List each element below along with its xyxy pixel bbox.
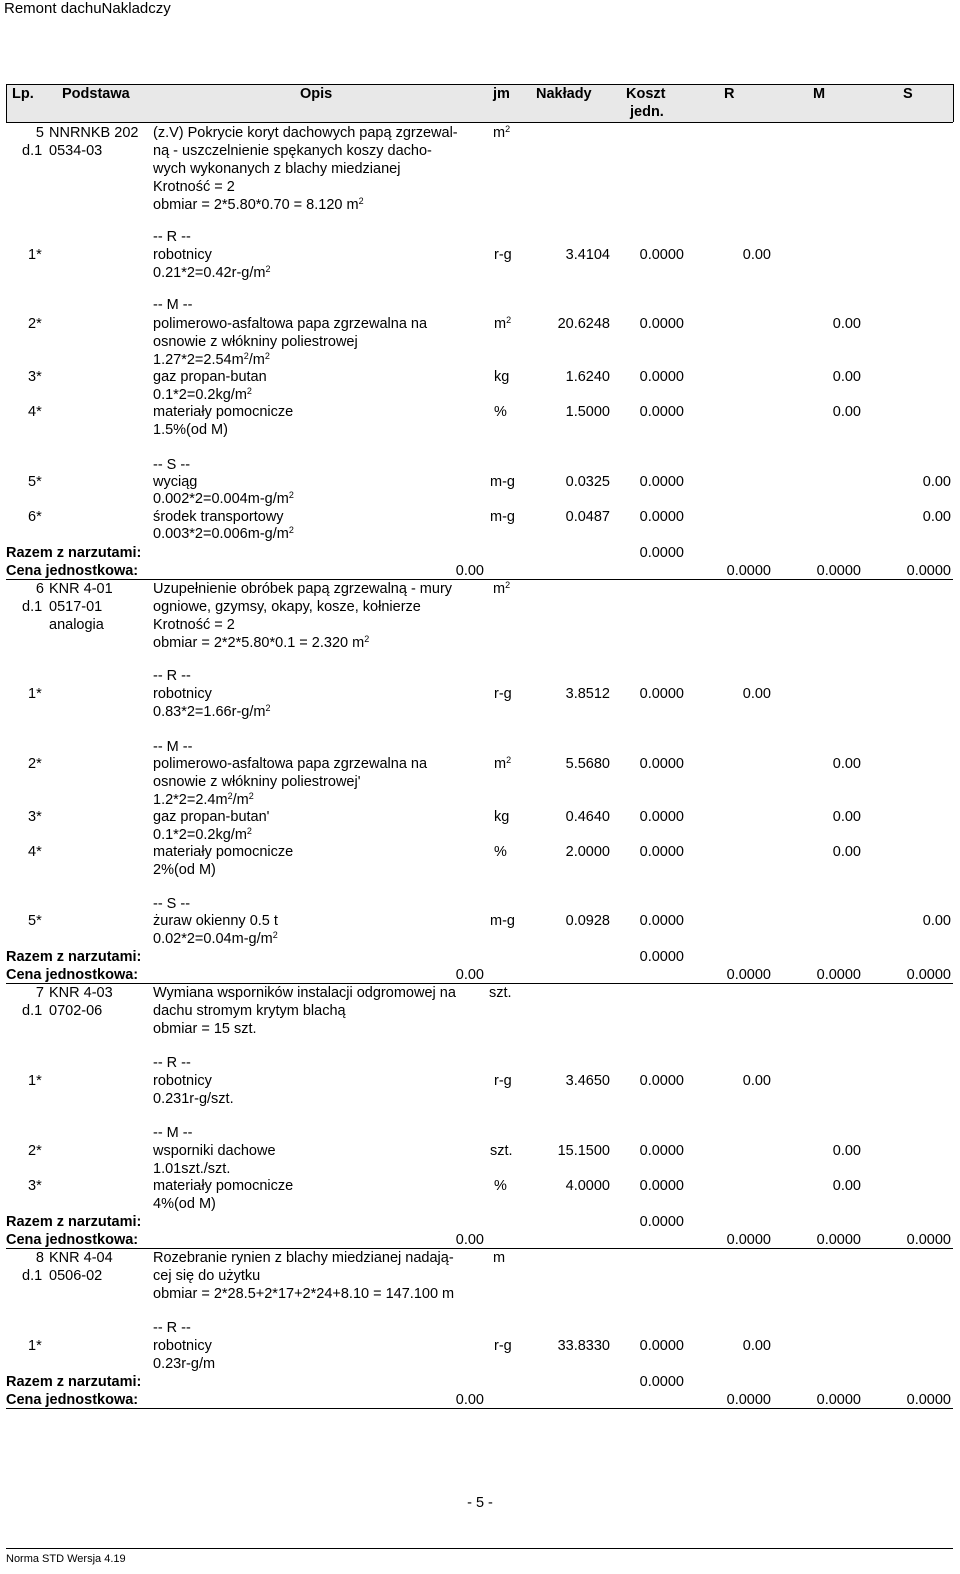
row-name: robotnicy	[153, 686, 212, 702]
position-sub: d.1	[22, 1268, 43, 1284]
row-unit: $m^2$	[494, 755, 512, 772]
row-unit: r-g	[494, 686, 512, 702]
row-number: 5*	[28, 474, 42, 490]
row-name: wsporniki dachowe	[153, 1143, 276, 1159]
col-naklady: Nakłady	[536, 86, 592, 102]
position-description: (z.V) Pokrycie koryt dachowych papą zgrzewal-	[153, 125, 458, 141]
cena-label: Cena jednostkowa:	[6, 563, 139, 579]
cena-total: 0.00	[455, 1392, 484, 1408]
row-norm: $0.83*2=1.66r-g/m^2$	[153, 703, 271, 720]
row-number: 3*	[28, 809, 42, 825]
row-number: 6*	[28, 509, 42, 525]
col-opis: Opis	[300, 86, 333, 102]
row-number: 1*	[28, 1338, 42, 1354]
position-number: 7	[35, 985, 44, 1001]
row-name: robotnicy	[153, 247, 212, 263]
position-description: cej się do użytku	[153, 1268, 261, 1284]
row-number: 2*	[28, 1143, 42, 1159]
document-title: Remont dachuNakladczy	[4, 0, 171, 17]
row-value-r: 0.00	[742, 1073, 771, 1089]
row-name: materiały pomocnicze	[153, 404, 294, 420]
row-unit: m-g	[490, 913, 515, 929]
row-name: wyciąg	[153, 474, 198, 490]
position-description: dachu stromym krytym blachą	[153, 1003, 346, 1019]
group-label: -- M --	[153, 1125, 193, 1141]
row-naklady: 0.0325	[565, 474, 610, 490]
row-norm: $1.2*2=2.4m^2/m^2$	[153, 791, 254, 808]
row-norm: 2%(od M)	[153, 862, 216, 878]
row-naklady: 33.8330	[557, 1338, 610, 1354]
position-sub: d.1	[22, 143, 43, 159]
position-obmiar: obmiar = 2*28.5+2*17+2*24+8.10 = 147.100 m	[153, 1286, 455, 1302]
row-koszt: 0.0000	[639, 1338, 684, 1354]
row-value-s: 0.00	[922, 509, 951, 525]
footer-rule	[6, 1548, 953, 1549]
position-basis: 0702-06	[49, 1003, 103, 1019]
row-unit: %	[494, 1178, 507, 1194]
header-divider	[6, 84, 7, 122]
row-name: gaz propan-butan	[153, 369, 267, 385]
group-label: -- R --	[153, 229, 191, 245]
row-koszt: 0.0000	[639, 1143, 684, 1159]
row-unit: kg	[494, 369, 510, 385]
row-naklady: 3.4104	[565, 247, 610, 263]
position-basis: KNR 4-03	[49, 985, 113, 1001]
row-name: osnowie z włókniny poliestrowej'	[153, 774, 361, 790]
razem-value: 0.0000	[639, 545, 684, 561]
row-value-m: 0.00	[832, 1178, 861, 1194]
row-number: 3*	[28, 369, 42, 385]
row-name: środek transportowy	[153, 509, 284, 525]
position-number: 5	[35, 125, 44, 141]
row-number: 3*	[28, 1178, 42, 1194]
group-label: -- S --	[153, 457, 191, 473]
cena-r: 0.0000	[726, 563, 771, 579]
row-naklady: 4.0000	[565, 1178, 610, 1194]
col-koszt: Koszt	[626, 86, 666, 102]
position-unit: $m^2$	[493, 124, 511, 141]
cena-s: 0.0000	[906, 563, 951, 579]
row-norm: $0.21*2=0.42r-g/m^2$	[153, 264, 271, 281]
row-naklady: 1.5000	[565, 404, 610, 420]
header-bottom-rule	[6, 122, 953, 123]
row-value-m: 0.00	[832, 369, 861, 385]
row-value-m: 0.00	[832, 316, 861, 332]
row-norm: $1.27*2=2.54m^2/m^2$	[153, 351, 270, 368]
row-norm: 0.231r-g/szt.	[153, 1091, 234, 1107]
row-unit: m-g	[490, 509, 515, 525]
cena-r: 0.0000	[726, 967, 771, 983]
row-koszt: 0.0000	[639, 913, 684, 929]
col-s: S	[903, 86, 913, 102]
row-number: 5*	[28, 913, 42, 929]
header-top-rule	[6, 84, 953, 85]
row-unit: %	[494, 404, 507, 420]
position-obmiar: obmiar = 15 szt.	[153, 1021, 257, 1037]
row-naklady: 0.0928	[565, 913, 610, 929]
row-value-s: 0.00	[922, 913, 951, 929]
position-separator	[6, 1408, 953, 1409]
row-naklady: 5.5680	[565, 756, 610, 772]
row-unit: r-g	[494, 1338, 512, 1354]
cena-s: 0.0000	[906, 1232, 951, 1248]
position-unit: szt.	[489, 985, 512, 1001]
row-value-r: 0.00	[742, 1338, 771, 1354]
row-number: 1*	[28, 1073, 42, 1089]
cena-total: 0.00	[455, 1232, 484, 1248]
position-obmiar: obmiar = 2*2*5.80*0.1 = 2.320 $m^2$	[153, 634, 370, 651]
row-name: polimerowo-asfaltowa papa zgrzewalna na	[153, 756, 428, 772]
cena-r: 0.0000	[726, 1392, 771, 1408]
position-basis: KNR 4-04	[49, 1250, 113, 1266]
row-number: 1*	[28, 247, 42, 263]
position-description: Uzupełnienie obróbek papą zgrzewalną - mury	[153, 581, 453, 597]
position-number: 6	[35, 581, 44, 597]
row-koszt: 0.0000	[639, 509, 684, 525]
table-header	[6, 84, 953, 122]
cena-m: 0.0000	[816, 967, 861, 983]
position-number: 8	[35, 1250, 44, 1266]
row-koszt: 0.0000	[639, 1073, 684, 1089]
row-koszt: 0.0000	[639, 404, 684, 420]
row-name: gaz propan-butan'	[153, 809, 270, 825]
row-unit: m-g	[490, 474, 515, 490]
row-value-m: 0.00	[832, 844, 861, 860]
row-naklady: 1.6240	[565, 369, 610, 385]
razem-value: 0.0000	[639, 1374, 684, 1390]
position-description: wych wykonanych z blachy miedzianej	[153, 161, 401, 177]
row-norm: 1.5%(od M)	[153, 422, 228, 438]
col-jm: jm	[493, 86, 510, 102]
row-norm: $0.02*2=0.04m-g/m^2$	[153, 930, 278, 947]
position-basis: 0506-02	[49, 1268, 103, 1284]
cena-m: 0.0000	[816, 1392, 861, 1408]
row-value-r: 0.00	[742, 686, 771, 702]
row-value-r: 0.00	[742, 247, 771, 263]
row-norm: $0.002*2=0.004m-g/m^2$	[153, 490, 294, 507]
row-unit: r-g	[494, 247, 512, 263]
group-label: -- M --	[153, 297, 193, 313]
row-value-m: 0.00	[832, 1143, 861, 1159]
row-name: osnowie z włókniny poliestrowej	[153, 334, 358, 350]
row-value-m: 0.00	[832, 756, 861, 772]
row-unit: $m^2$	[494, 315, 512, 332]
row-naklady: 3.4650	[565, 1073, 610, 1089]
row-norm: $0.1*2=0.2kg/m^2$	[153, 826, 252, 843]
position-description: Krotność = 2	[153, 179, 235, 195]
razem-label: Razem z narzutami:	[6, 1214, 142, 1230]
row-koszt: 0.0000	[639, 686, 684, 702]
razem-value: 0.0000	[639, 1214, 684, 1230]
razem-value: 0.0000	[639, 949, 684, 965]
software-version: Norma STD Wersja 4.19	[6, 1553, 126, 1565]
col-koszt-sub: jedn.	[630, 104, 664, 120]
cena-m: 0.0000	[816, 563, 861, 579]
cena-total: 0.00	[455, 967, 484, 983]
row-koszt: 0.0000	[639, 247, 684, 263]
row-koszt: 0.0000	[639, 1178, 684, 1194]
position-basis: analogia	[49, 617, 104, 633]
row-norm: $0.1*2=0.2kg/m^2$	[153, 386, 252, 403]
cena-m: 0.0000	[816, 1232, 861, 1248]
position-separator	[6, 983, 953, 984]
position-description: Rozebranie rynien z blachy miedzianej nadają-	[153, 1250, 454, 1266]
row-naklady: 0.4640	[565, 809, 610, 825]
col-lp: Lp.	[12, 86, 34, 102]
position-separator	[6, 579, 953, 580]
row-norm: 4%(od M)	[153, 1196, 216, 1212]
row-value-s: 0.00	[922, 474, 951, 490]
position-unit: $m^2$	[493, 580, 511, 597]
row-naklady: 20.6248	[557, 316, 610, 332]
row-value-m: 0.00	[832, 809, 861, 825]
row-name: robotnicy	[153, 1073, 212, 1089]
position-obmiar: obmiar = 2*5.80*0.70 = 8.120 $m^2$	[153, 196, 364, 213]
row-name: materiały pomocnicze	[153, 844, 294, 860]
cena-total: 0.00	[455, 563, 484, 579]
col-podstawa: Podstawa	[62, 86, 130, 102]
row-unit: r-g	[494, 1073, 512, 1089]
position-basis: NNRNKB 202	[49, 125, 139, 141]
row-name: robotnicy	[153, 1338, 212, 1354]
razem-label: Razem z narzutami:	[6, 1374, 142, 1390]
razem-label: Razem z narzutami:	[6, 545, 142, 561]
col-m: M	[813, 86, 826, 102]
page-number: - 5 -	[467, 1495, 493, 1511]
row-naklady: 0.0487	[565, 509, 610, 525]
row-norm: $0.003*2=0.006m-g/m^2$	[153, 525, 294, 542]
position-description: ogniowe, gzymsy, okapy, kosze, kołnierze	[153, 599, 421, 615]
cena-label: Cena jednostkowa:	[6, 967, 139, 983]
position-separator	[6, 1248, 953, 1249]
row-naklady: 2.0000	[565, 844, 610, 860]
row-norm: 0.23r-g/m	[153, 1356, 216, 1372]
position-sub: d.1	[22, 1003, 43, 1019]
row-koszt: 0.0000	[639, 369, 684, 385]
row-name: żuraw okienny 0.5 t	[153, 913, 278, 929]
row-koszt: 0.0000	[639, 809, 684, 825]
position-description: Krotność = 2	[153, 617, 235, 633]
row-unit: szt.	[490, 1143, 513, 1159]
row-unit: %	[494, 844, 507, 860]
row-name: materiały pomocnicze	[153, 1178, 294, 1194]
position-basis: KNR 4-01	[49, 581, 113, 597]
cena-label: Cena jednostkowa:	[6, 1392, 139, 1408]
cena-s: 0.0000	[906, 1392, 951, 1408]
group-label: -- M --	[153, 739, 193, 755]
position-description: Wymiana wsporników instalacji odgromowej na	[153, 985, 456, 1001]
group-label: -- R --	[153, 668, 191, 684]
row-number: 4*	[28, 844, 42, 860]
row-naklady: 15.1500	[557, 1143, 610, 1159]
group-label: -- R --	[153, 1320, 191, 1336]
row-unit: kg	[494, 809, 510, 825]
row-koszt: 0.0000	[639, 844, 684, 860]
row-koszt: 0.0000	[639, 316, 684, 332]
row-name: polimerowo-asfaltowa papa zgrzewalna na	[153, 316, 428, 332]
cena-s: 0.0000	[906, 967, 951, 983]
position-sub: d.1	[22, 599, 43, 615]
row-koszt: 0.0000	[639, 756, 684, 772]
position-unit: m	[493, 1250, 506, 1266]
group-label: -- R --	[153, 1055, 191, 1071]
col-r: R	[724, 86, 735, 102]
cena-r: 0.0000	[726, 1232, 771, 1248]
row-norm: 1.01szt./szt.	[153, 1161, 231, 1177]
cena-label: Cena jednostkowa:	[6, 1232, 139, 1248]
header-divider	[953, 84, 954, 122]
row-number: 2*	[28, 756, 42, 772]
row-number: 1*	[28, 686, 42, 702]
position-description: ną - uszczelnienie spękanych koszy dacho-	[153, 143, 432, 159]
razem-label: Razem z narzutami:	[6, 949, 142, 965]
row-number: 4*	[28, 404, 42, 420]
position-basis: 0534-03	[49, 143, 103, 159]
row-number: 2*	[28, 316, 42, 332]
position-basis: 0517-01	[49, 599, 103, 615]
group-label: -- S --	[153, 896, 191, 912]
row-koszt: 0.0000	[639, 474, 684, 490]
row-value-m: 0.00	[832, 404, 861, 420]
row-naklady: 3.8512	[565, 686, 610, 702]
